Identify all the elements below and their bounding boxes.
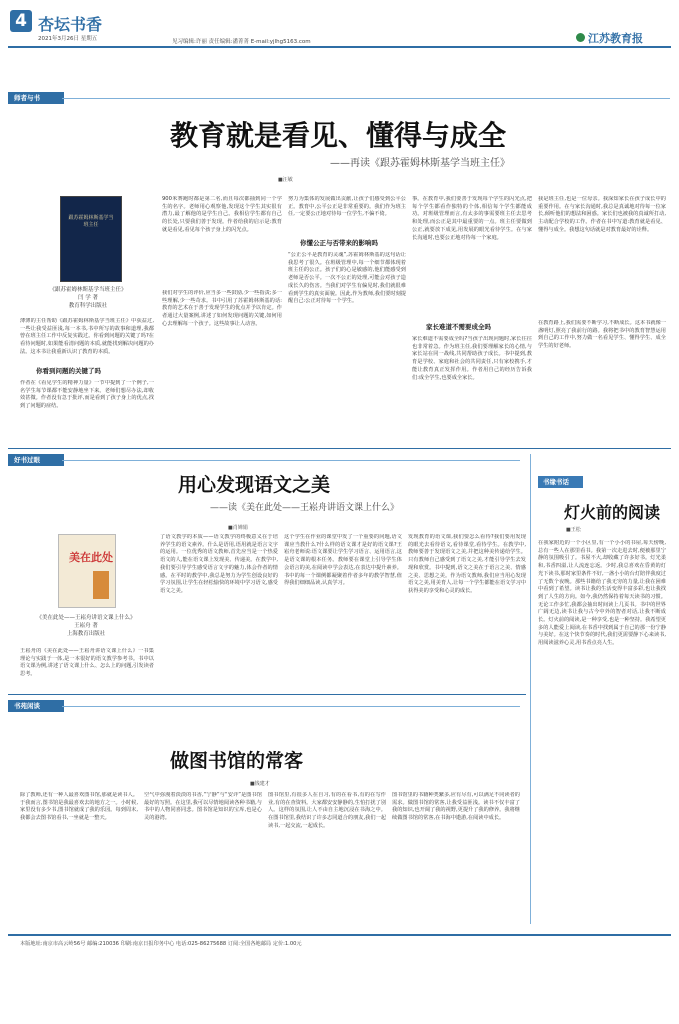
- article3-body: 在我家附近的一个小区里,有一个小小的书屋,每天傍晚,总有一些人在那里看书。我第一次走进去时,便被那里宁静的氛围吸引了。书屋不大,却收藏了许多好书。灯光柔和,书香四溢,让人流连忘返。少时,我总喜欢在昏黄的灯光下读书,那时家里条件不好,一盏小小的台灯陪伴我度过了无数个夜晚。那些书籍给了我无穷的力量,让我在困难中看到了希望。读书让我的生活变得丰富多彩,也让我找到了人生的方向。如今,我仍然保持着每天读书的习惯。无论工作多忙,我都会抽出时间读上几页书。书中的世界广阔无边,读书让我与古今中外的智者对话,让我不断成长。灯火前的阅读,是一种享受,也是一种坚持。我希望更多的人能爱上阅读,在书香中找到属于自己的那一份宁静与美好。在这个快节奏的时代,我们更需要静下心来读书,用阅读滋养心灵,用书香点亮人生。: [538, 540, 666, 647]
- newspaper-logo-icon: [576, 33, 585, 42]
- article2-col1: 王崧舟的《美在此处——王崧舟讲语文课上什么》一书集理论与实践于一体,是一本很好的语文教学参考书。书中以语文课为例,讲述了语文课上什么、怎么上的问题,引发读者思考。: [20, 648, 154, 678]
- article1-col3: 努力为集体的发展做出贡献,让孩子们感受到公平公正。教育中,公平公正是非常重要的。我们作为班主任,一定要公正地对待每一位学生,不偏不倚。: [288, 196, 406, 218]
- column-rule-2: [62, 460, 520, 461]
- editor-line: 见习编辑:许丽 责任编辑:潘菁菁 E-mail:yjlhg5163.com: [172, 39, 311, 45]
- article1-col5b: 在教育路上,我们需要不断学习,不断成长。这本书就像一盏明灯,照亮了我前行的路。我将把书中的教育智慧运用到自己的工作中,努力做一名看见学生、懂得学生、成全学生的好老师。: [538, 320, 666, 350]
- article1-subhead2: 你懂公正与否带来的影响吗: [300, 239, 378, 247]
- book-cover-title: 跟苏霍姆林斯基学当班主任: [68, 215, 114, 228]
- article2-caption: 《美在此处——王崧舟讲语文课上什么》 王崧舟 著 上海教育出版社: [36, 615, 136, 637]
- article1-col4: 事。在教育中,我们要善于发现每个学生的闪光点,把每个学生都看作独特的个体,相信每个学生都能成功。对班级管理而言,有太多的事需要班主任去思考和处理,而公正是其中最重要的一点。班主任要做到公正,就要放下成见,用发展的眼光看待学生。在与家长沟通时,也要公正地对待每一个家庭。: [412, 196, 532, 241]
- page-number-badge: 4: [10, 10, 32, 32]
- article1-col5: 我是班主任,也是一位母亲。我深知家长在孩子成长中的重要作用。在与家长沟通时,我总是真诚地对待每一位家长,倾听他们的想法和困惑。家长们也被我的真诚所打动,主动配合学校的工作。作者在书中写道:教育就是看见、懂得与成全。我想这句话就是对教育最好的诠释。: [538, 196, 666, 233]
- article1-subhead1: 你看到问题的关键了吗: [36, 367, 101, 375]
- article2-col2: 了语文教学的本质——语文教学的终极意义在于培养学生的语文素养。什么是语用,语用就是语言文字的运用。一位优秀的语文教师,首先应当是一个热爱语文的人,能在语文课上发现美、传递美。在教学中,我们要引导学生感受语言文字的魅力,体会作者的情感。在平时的教学中,我总是努力为学生创设良好的学习氛围,让学生在轻松愉快的环境中学习语文,感受语文之美。: [160, 534, 278, 594]
- article1-col1: 薄薄的主任帮助《跟苏霍姆林斯基学当班主任》中获益过,一些让我受益匪浅,每一本书,书中所写的故事和道理,我都曾在班主任工作中反复实践过。你看到问题的关键了吗?在看待问题时,如果能看清问题的本质,就能找到解决问题的办法。这本书让我重新认识了教育的本质。: [20, 318, 154, 355]
- article3-title: 灯火前的阅读: [564, 505, 661, 522]
- article4-author: ■钱建才: [250, 781, 270, 787]
- column-rule-3: [62, 706, 520, 707]
- footer-rule: [8, 934, 671, 936]
- article2-subtitle: ——读《美在此处——王崧舟讲语文课上什么》: [210, 503, 400, 513]
- article3-author: ■王松: [566, 527, 581, 533]
- article1-col4b: 家长难道不需要成全吗?当孩子出现问题时,家长往往也非常着急。作为班主任,我们要理解家长的心情,与家长站在同一战线,共同帮助孩子成长。书中提到,教育是学校、家庭和社会的共同责任,只有家校携手,才能让教育真正发挥作用。作者用自己的经历告诉我们:成全学生,也要成全家长。: [412, 336, 532, 381]
- article3-divider: [530, 454, 531, 924]
- column-tag-library: 书苑闲谈: [8, 700, 64, 712]
- column-tag-good-books: 好书过眼: [8, 454, 64, 466]
- column-tag-book-talk: 书缘书话: [538, 476, 583, 488]
- article1-title: 教育就是看见、懂得与成全: [170, 120, 507, 151]
- article1-subtitle: ——再读《跟苏霍姆林斯基学当班主任》: [330, 158, 510, 169]
- newspaper-name: 江苏教育报: [588, 33, 643, 45]
- book-cover-image: [60, 196, 122, 282]
- article1-col2b: 我们对学生的评价,应当多一些鼓励,少一些指责;多一些理解,少一些苛求。书中引用了苏霍姆林斯基的话:教育的艺术在于善于发现学生的优点并予以肯定。作者通过大量案例,讲述了如何发现问题的关键,如何用心去理解每一个孩子。这些故事让人动容。: [162, 290, 282, 327]
- section-divider-2: [8, 694, 526, 695]
- footer-text: 本版地址:南京市高云岭56号 邮编:210036 印刷:南京日报印务中心 电话:025-86275688 订阅:全国各地邮局 定价:1.00元: [20, 941, 302, 947]
- article2-author: ■肖婵娟: [228, 525, 248, 531]
- article1-col3b: “公正公平是教育的灵魂”,苏霍姆林斯基的这句话让我思考了很久。在班级管理中,每一个细节都体现着班主任的公正。孩子们的心是敏感的,他们能感受到老师是否公平。一次不公正的处理,可能会对孩子造成长久的伤害。当我们对学生有偏见时,我们就很难看到学生的真实面貌。因此,作为教师,我们要时刻提醒自己:公正对待每一个学生。: [288, 252, 406, 305]
- article1-author: ■汪敏: [278, 177, 293, 183]
- article4-col4: 图书馆里的书籍种类繁多,应有尽有,可以满足不同读者的需求。做图书馆的常客,让我受益匪浅。读书不仅丰富了我的知识,也开阔了我的视野,更提升了我的修养。我将继续做图书馆的常客,在书海中遨游,在阅读中成长。: [392, 792, 520, 822]
- article4-title: 做图书馆的常客: [170, 751, 304, 772]
- article1-subhead3: 家长难道不需要成全吗: [426, 323, 491, 331]
- book-cover-title-2: 美在此处: [69, 551, 113, 564]
- header-rule: [8, 46, 671, 48]
- column-tag-teacher-books: 师者与书: [8, 92, 64, 104]
- article4-col3: 图书馆里,有很多人在自习,有的在看书,有的在写作业,有的在查资料。大家都安安静静的,生怕打扰了别人。这样的氛围,让人不由自主地沉浸在书海之中。在图书馆里,我结识了许多志同道合的朋友,我们一起读书,一起交流,一起成长。: [268, 792, 386, 829]
- article4-col1: 除了教师,还有一种人最喜欢图书馆,那就是读书人。于我而言,图书馆是我最喜欢去的地方之一。小时候,家里没有多少书,图书馆就成了我的乐园。每到周末,我都会去图书馆看书,一坐就是一整天。: [20, 792, 138, 822]
- article1-caption: 《跟苏霍姆林斯基学当班主任》 闫 学 著 教育科学出版社: [49, 287, 127, 309]
- article2-title: 用心发现语文之美: [178, 475, 331, 496]
- section-name: 杏坛书香: [38, 17, 103, 34]
- article2-col3: 这个学生在作业的课堂中发了一个重要的问题,语文课应当教什么?什么样的语文课才是好的语文课?王崧舟老师说:语文课要让学生学习语言、运用语言,这是语文课的根本任务。教师要在课堂上引导学生体会语言的美,在阅读中学会表达,在表达中提升素养。书中的每一个课例都凝聚着作者多年的教学智慧,值得我们细细品读,认真学习。: [284, 534, 402, 587]
- article1-col1b: 作者在《看见学生的精神力量》一节中提到了一个例子,一名学生每节课都不能安静地坐下来。老师们想尽办法,却收效甚微。作者没有急于批评,而是看到了孩子身上的优点,找到了问题的症结。: [20, 380, 154, 410]
- book-cover-art: [93, 571, 109, 599]
- article4-col2: 空气中弥漫着淡淡的书香,“宁静”与“安详”是图书馆最好的写照。在这里,我可以尽情地阅读各种书籍,与书中的人物同喜同悲。图书馆是知识的宝库,也是心灵的港湾。: [144, 792, 262, 822]
- date-line: 2021年3月26日 星期五: [38, 36, 98, 42]
- article2-col4: 发现教育的语文课,我们要怎么看待?我们要用发现的眼光去看待语文,看待课堂,看待学生。在教学中,教师要善于发现语文之美,并把这种美传递给学生。只有教师自己感受到了语文之美,才能引导学生去发现和欣赏。书中提到,语文之美在于语言之美、情感之美、思想之美。作为语文教师,我们应当用心发现语文之美,用美育人,让每一个学生都能在语文学习中获得美的享受和心灵的成长。: [408, 534, 526, 594]
- section-divider-1: [8, 448, 671, 449]
- article1-col2: 900米赛跑时都是第二名,而且每次都抽到同一个学生的名字。老师用心观察他,发现这个学生其实很有潜力,最了解他的是学生自己。我相信学生都有自己的长处,只要我们善于发现。作者给我的启示是:教育就是看见,看见每个孩子身上的闪光点。: [162, 196, 282, 233]
- book-cover-image-2: [58, 534, 116, 608]
- column-rule: [62, 98, 670, 99]
